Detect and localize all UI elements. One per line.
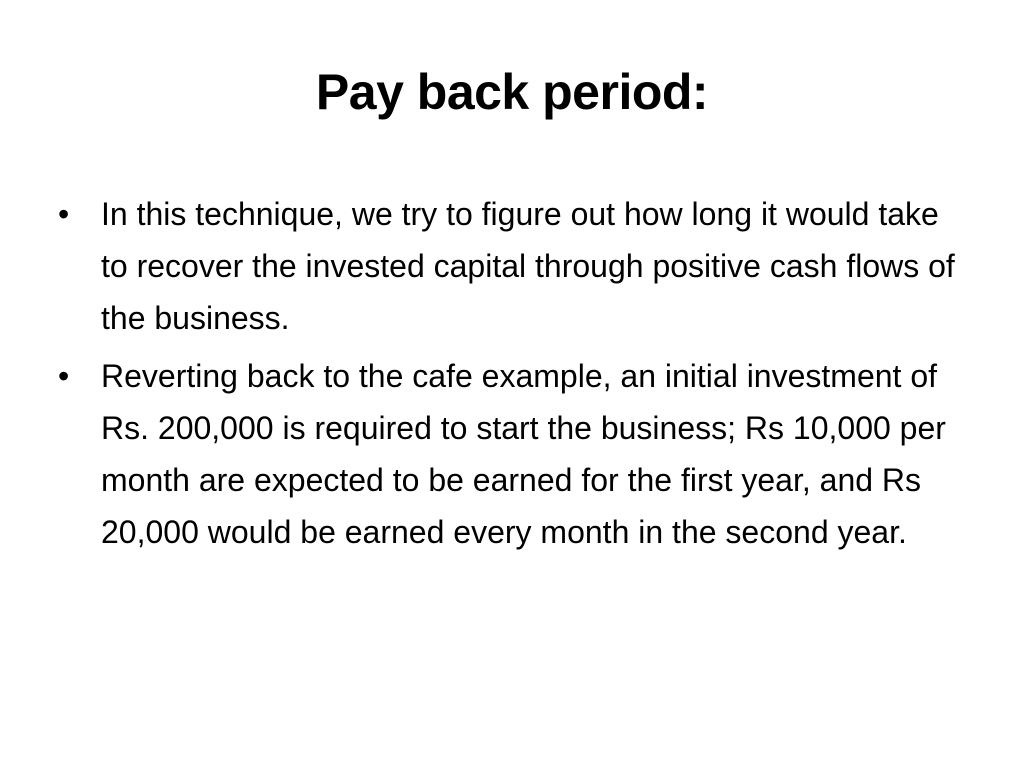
- bullet-marker: •: [58, 358, 70, 394]
- bullet-list: [58, 188, 970, 564]
- bullet-text: In this technique, we try to figure out how long it would take to recover the invested capital through positive cash flows of the business.: [101, 196, 955, 336]
- slide-title: Pay back period:: [315, 64, 709, 120]
- bullet-text: Reverting back to the cafe example, an initial investment of Rs. 200,000 is required to start the business; Rs 10,000 per month are expected to be earned for the first year, and Rs 20,000 would be earned every month in the second year.: [101, 358, 946, 550]
- bullet-marker: •: [58, 196, 70, 232]
- bullet-item: [58, 188, 970, 344]
- bullet-item: [58, 350, 970, 558]
